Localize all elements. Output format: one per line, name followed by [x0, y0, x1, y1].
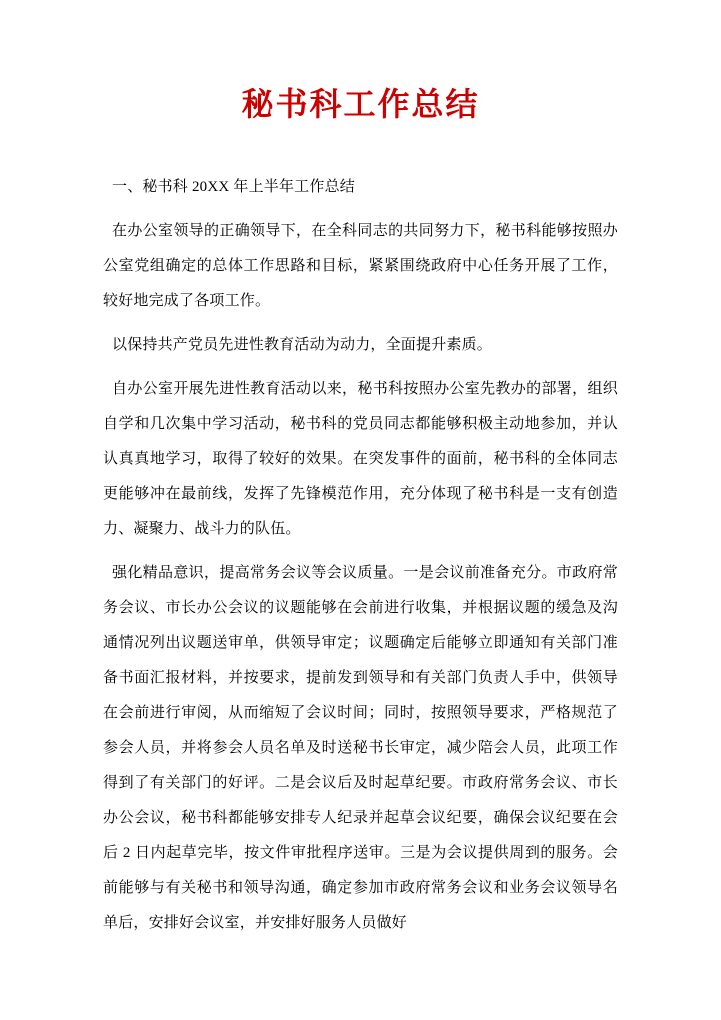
section-heading: 一、秘书科 20XX 年上半年工作总结: [112, 179, 355, 195]
body-paragraph: 以保持共产党员先进性教育活动为动力，全面提升素质。: [112, 337, 493, 353]
body-paragraph: 自办公室开展先进性教育活动以来，秘书科按照办公室先教办的部署，组织自学和几次集中学习活动，秘书科的党员同志都能够积极主动地参加，并认认真真地学习，取得了较好的效果。在突发事件的面前，秘书科的全体同志更能够冲在最前线，发挥了先锋模范作用，充分体现了秘书科是一支有创造力、凝聚力、战斗力的队伍。: [103, 381, 618, 537]
body-paragraph: 强化精品意识，提高常务会议等会议质量。一是会议前准备充分。市政府常务会议、市长办公会议的议题能够在会前进行收集，并根据议题的缓急及沟通情况列出议题送审单，供领导审定；议题确定后能够立即通知有关部门准备书面汇报材料，并按要求，提前发到领导和有关部门负责人手中，供领导在会前进行审阅，从而缩短了会议时间；同时，按照领导要求，严格规范了参会人员，并将参会人员名单及时送秘书长审定，减少陪会人员，此项工作得到了有关部门的好评。二是会议后及时起草纪要。市政府常务会议、市长办公会议，秘书科都能够安排专人纪录并起草会议纪要，确保会议纪要在会后 2 日内起草完毕，按文件审批程序送审。三是为会议提供周到的服务。会前能够与有关秘书和领导沟通，确定参加市政府常务会议和业务会议领导名单后，安排好会议室，并安排好服务人员做好: [103, 565, 618, 931]
document-title: 秘书科工作总结: [241, 86, 480, 122]
body-paragraph: 在办公室领导的正确领导下，在全科同志的共同努力下，秘书科能够按照办公室党组确定的总体工作思路和目标，紧紧围绕政府中心任务开展了工作，较好地完成了各项工作。: [103, 223, 618, 309]
